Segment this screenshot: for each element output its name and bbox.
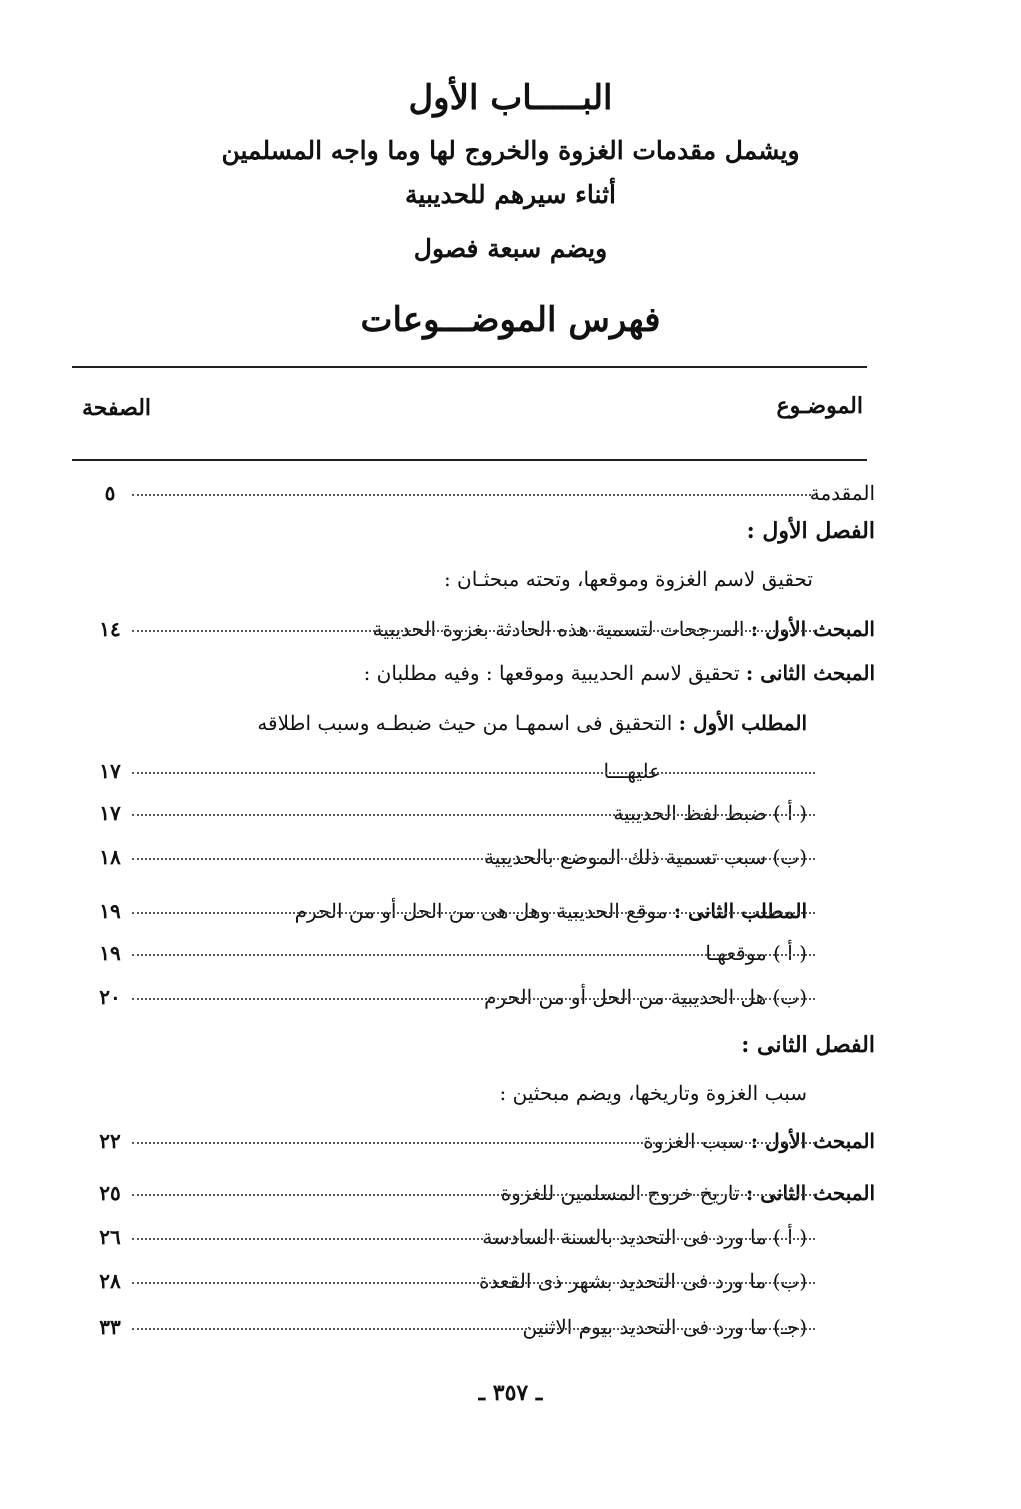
dot-leader: [132, 1282, 815, 1284]
dot-leader: [132, 1238, 815, 1240]
entry-text: (ب) سبب تسمية ذلك الموضع بالحديبية: [484, 845, 807, 869]
entry-text: (جـ) ما ورد فى التحديد بيوم الاثنين: [522, 1315, 807, 1339]
entry-text: ( أ ) ضبط لفظ الحديبية: [613, 801, 807, 825]
toc-entry: [90, 514, 875, 548]
toc-entry: [90, 796, 875, 830]
entry-lead: المبحث الثانى :: [745, 1181, 875, 1205]
toc-entry: [90, 612, 875, 646]
entry-page: ١٤: [99, 617, 121, 641]
entry-text: المقدمة: [809, 481, 875, 505]
entry-lead: المبحث الأول :: [750, 617, 875, 641]
dot-leader: [132, 998, 815, 1000]
entry-text: سبب الغزوة وتاريخها، ويضم مبحثين :: [499, 1081, 807, 1105]
entry-lead: الفصل الثانى :: [741, 1032, 875, 1058]
toc-entry: [90, 1076, 875, 1110]
chapter-title: البـــــاب الأول: [408, 78, 613, 118]
index-title: فهرس الموضـــوعات: [360, 300, 661, 340]
dot-leader: [132, 1194, 815, 1196]
toc-entry: [90, 1310, 875, 1344]
entry-text: موقع الحديبية وهل هى من الحل أو من الحرم: [294, 899, 668, 923]
dot-leader: [132, 494, 815, 496]
entry-text: التحقيق فى اسمهـا من حيث ضبطـه وسبب اطلاقه: [257, 711, 673, 735]
entry-text: ( أ ) موقعهـا: [705, 941, 807, 965]
entry-text: المرجحات لتسمية هذه الحادثة بغزوة الحديبية: [372, 617, 745, 641]
entry-lead: المطلب الثانى :: [673, 899, 807, 923]
entry-page: ١٧: [99, 759, 121, 783]
toc-entry: [90, 936, 875, 970]
dot-leader: [132, 912, 815, 914]
entry-page: ٣٣: [99, 1315, 121, 1339]
chapter-subtitle-line-1: ويشمل مقدمات الغزوة والخروج لها وما واجه المسلمين: [221, 136, 800, 165]
toc-entry: [90, 1124, 875, 1158]
toc-entry: [90, 894, 875, 928]
entry-page: ٥: [104, 481, 116, 505]
entry-page: ٢٥: [99, 1181, 121, 1205]
entry-page: ١٩: [99, 941, 121, 965]
dot-leader: [132, 1328, 815, 1330]
toc-entry: [90, 562, 875, 596]
entry-lead: المبحث الأول :: [750, 1129, 875, 1153]
entry-text: عليهـــا: [603, 759, 661, 783]
dot-leader: [132, 814, 815, 816]
dot-leader: [132, 772, 815, 774]
entry-lead: الفصل الأول :: [746, 518, 875, 544]
entry-text: تحقيق لاسم الحديبية وموقعها : وفيه مطلبان :: [363, 661, 740, 685]
dot-leader: [132, 1142, 815, 1144]
dot-leader: [132, 630, 815, 632]
entry-text: ( أ ) ما ورد فى التحديد بالسنة السادسة: [482, 1225, 807, 1249]
entry-page: ١٩: [99, 899, 121, 923]
toc-entry: [90, 840, 875, 874]
header-rule-bottom: [72, 459, 867, 461]
toc-entry: [90, 656, 875, 690]
entry-page: ٢٦: [99, 1225, 121, 1249]
entry-text: تحقيق لاسم الغزوة وموقعها، وتحته مبحثـان :: [443, 567, 813, 591]
toc-entry: [90, 476, 875, 510]
entry-page: ١٧: [99, 801, 121, 825]
entry-text: (ب) ما ورد فى التحديد بشهر ذى القعدة: [479, 1269, 807, 1293]
entry-page: ٢٠: [99, 985, 121, 1009]
entry-text: (ب) هل الحديبية من الحل أو من الحرم: [484, 985, 807, 1009]
column-header-topic: الموضـوع: [776, 393, 863, 419]
toc-entry: [90, 754, 875, 788]
entry-text: سبب الغزوة: [643, 1129, 745, 1153]
entry-lead: المبحث الثانى :: [745, 661, 875, 685]
toc-entry: [90, 1028, 875, 1062]
toc-entry: [90, 980, 875, 1014]
toc-entry: [90, 1176, 875, 1210]
dot-leader: [132, 954, 815, 956]
chapter-subtitle-line-3: ويضم سبعة فصول: [413, 234, 608, 263]
entry-lead: المطلب الأول :: [678, 711, 807, 735]
entry-text: تاريخ خروج المسلمين للغزوة: [500, 1181, 740, 1205]
header-rule-top: [72, 366, 867, 368]
dot-leader: [132, 858, 815, 860]
entry-page: ١٨: [99, 845, 121, 869]
chapter-subtitle-line-2: أثناء سيرهم للحديبية: [405, 180, 616, 209]
toc-entry: [90, 706, 875, 740]
page-number: ـ ٣٥٧ ـ: [478, 1380, 543, 1406]
entry-page: ٢٢: [99, 1129, 121, 1153]
entry-page: ٢٨: [99, 1269, 121, 1293]
toc-entry: [90, 1264, 875, 1298]
column-header-page: الصفحة: [82, 395, 152, 421]
toc-entry: [90, 1220, 875, 1254]
